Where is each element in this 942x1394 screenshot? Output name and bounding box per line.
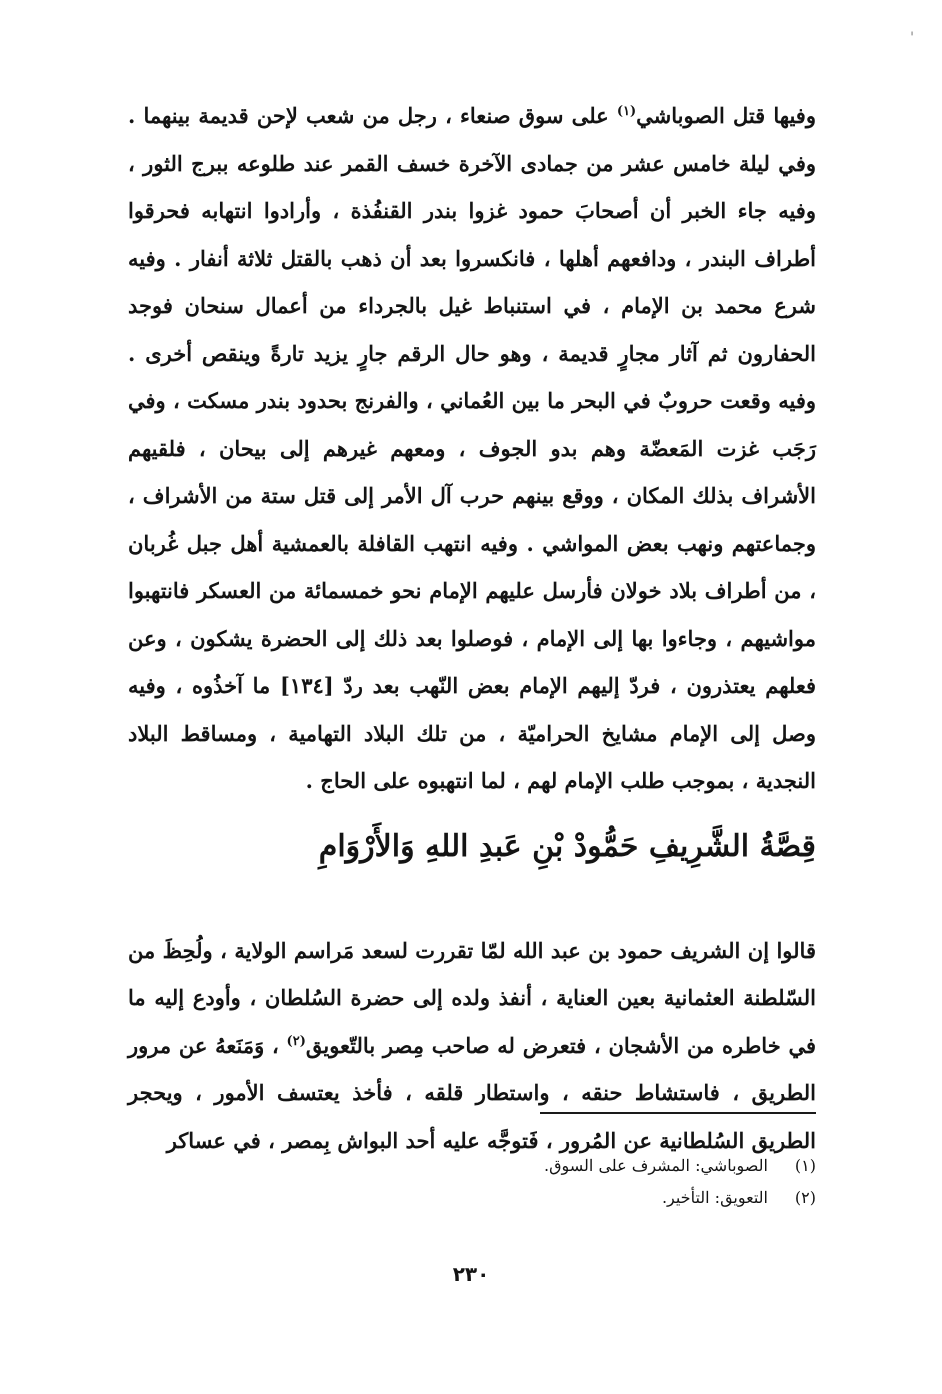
footnotes — [300, 1150, 816, 1214]
footnote-1-text: الصوباشي: المشرف على السوق. — [544, 1156, 768, 1175]
section-heading: قِصَّةُ الشَّرِيفِ حَمُّودْ بْنِ عَبدِ اللهِ وَالأَرْوَامِ — [318, 828, 816, 864]
footnote-1 — [300, 1150, 816, 1182]
paragraph-1-rest: على سوق صنعاء ، رجل من شعب لإحن قديمة بينهما . وفي ليلة خامس عشر من جمادى الآخرة خسف القمر عند طلوعه ببرج الثور ، وفيه جاء الخبر أن أصحابَ حمود غزوا بندر القنفُذة ، وأرادوا انتهابه فحرقوا أطراف البندر ، ودافعهم أهلها ، فانكسروا بعد أن ذهب بالقتل ثلاثة أنفار . وفيه شرع محمد بن الإمام ، في استنباط غيل بالجرداء من أعمال سنحان فوجد الحفارون ثم آثار مجارٍ قديمة ، وهو حال الرقم جارٍ يزيد تارةً وينقص أخرى . وفيه وقعت حروبٌ في البحر ما بين العُماني ، والفرنج بحدود بندر مسكت ، وفي رَجَب غزت المَعضّة وهم بدو الجوف ، ومعهم غيرهم إلى بيحان ، فلقيهم الأشراف بذلك المكان ، ووقع بينهم حرب آل الأمر إلى قتل ستة من الأشراف ، وجماعتهم ونهب بعض المواشي . وفيه انتهب القافلة بالعمشية أهل جبل غُربان ، من أطراف بلاد خولان فأرسل عليهم الإمام نحو خمسمائة من العسكر فانتهبوا مواشيهم ، وجاءوا بها إلى الإمام ، فوصلوا بعد ذلك إلى الحضرة يشكون ، وعن فعلهم يعتذرون ، فردّ إليهم الإمام بعض النّهب بعد ردّ [١٣٤] ما آخذُوه ، وفيه وصل إلى الإمام مشايخ الحراميّة ، من تلك البلاد التهامية ، ومساقط البلاد النجدية ، بموجب طلب الإمام لهم ، لما انتهبوه على الحاج . — [128, 103, 816, 793]
corner-mark: ' — [910, 30, 914, 46]
paragraph-2 — [128, 927, 816, 1165]
paragraph-1-start: وفيها قتل الصوباشي — [636, 103, 816, 128]
footnote-ref-2[interactable]: (٢) — [286, 1033, 306, 1049]
footnote-2 — [300, 1182, 816, 1214]
footnote-2-text: التعويق: التأخير. — [661, 1188, 768, 1207]
footnote-2-number: (٢) — [794, 1188, 816, 1207]
footnote-1-number: (١) — [794, 1156, 816, 1175]
paragraph-2-rest: ، وَمَنَعهُ عن مرور الطريق ، فاستشاط حنقه ، واستطار قلقه ، فأخذ يعتسف الأمور ، ويحجر الطريق السُلطانية عن المُرور ، فَتوجَّه عليه أحد البواش بِمصر ، في عساكر — [128, 1032, 816, 1153]
paragraph-2-start: قالوا إن الشريف حمود بن عبد الله لمّا تقررت لسعد مَراسم الولاية ، ولُحِظَ من السّلطنة العثمانية بعين العناية ، أنفذ ولده إلى حضرة السُلطان ، وأودع إليه ما في خاطره من الأشجان ، فتعرض له صاحب مِصر بالتّعويق — [128, 937, 816, 1058]
page-number: ٢٣٠ — [452, 1262, 490, 1286]
paragraph-1 — [128, 92, 816, 805]
footnote-ref-1[interactable]: (١) — [616, 104, 637, 119]
page-body — [128, 92, 816, 1164]
footnote-divider — [540, 1112, 816, 1114]
